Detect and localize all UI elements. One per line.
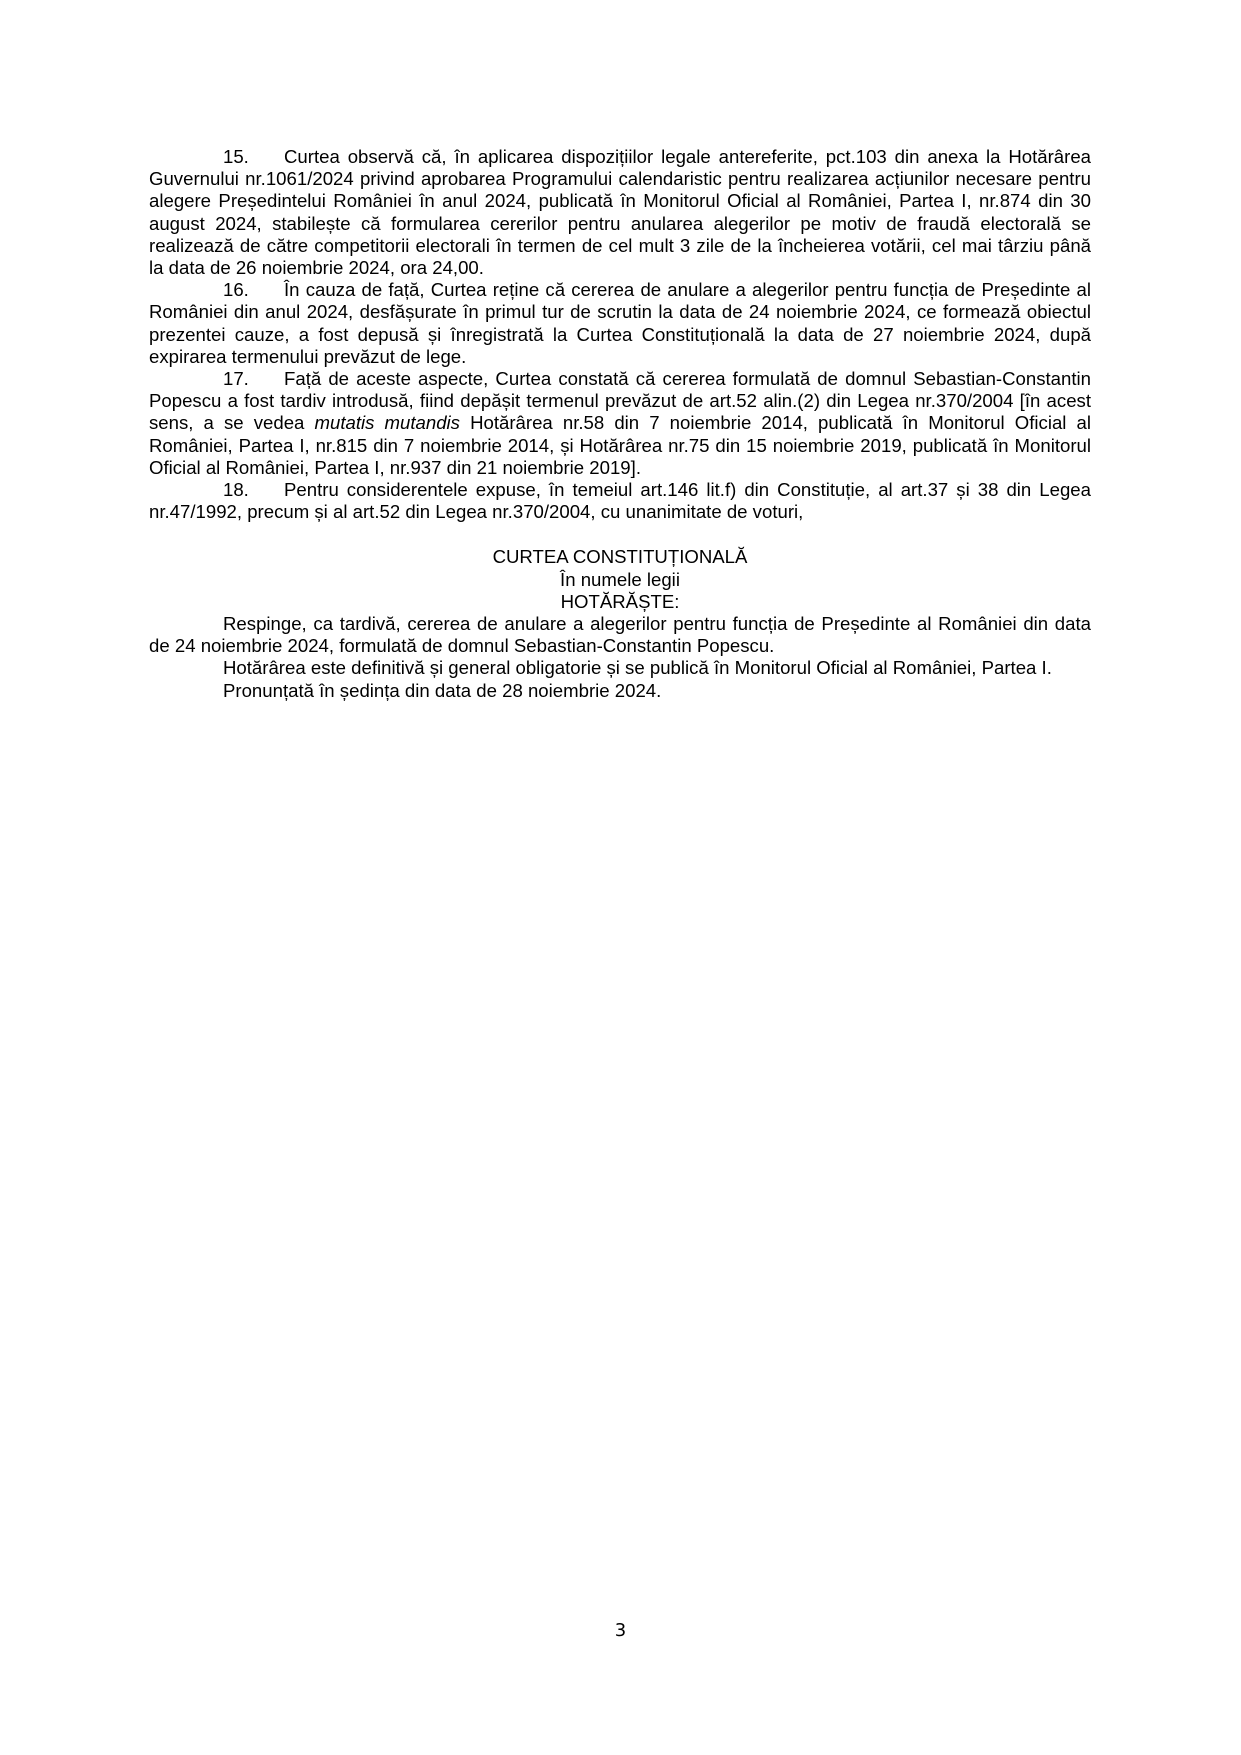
paragraph-16: [149, 279, 1091, 368]
paragraph-18: [149, 479, 1091, 523]
paragraph-text-before: Față de aceste aspecte, Curtea constată că cererea formulată de domnul Sebastian-Constantin Popescu a fost tardiv introdusă, fiind depășit termenul prevăzut de art.52 alin.(2) din Legea nr.370/2004 [în acest sens, a se vedea: [149, 368, 1091, 434]
name-of-law: În numele legii: [560, 568, 680, 590]
decision-pronounced: Pronunțată în ședința din data de 28 noiembrie 2024.: [223, 679, 662, 701]
paragraph-text: Curtea observă că, în aplicarea dispozițiilor legale antereferite, pct.103 din anexa la Hotărârea Guvernului nr.1061/2024 privind aprobarea Programului calendaristic pentru realizarea acțiunilor necesare pentru alegere Președintelui României în anul 2024, publicată în Monitorul Oficial al României, Partea I, nr.874 din 30 august 2024, stabilește că formularea cererilor pentru anularea alegerilor pe motiv de fraudă electorală se realizează de către competitorii electorali în termen de cel mult 3 zile de la încheierea votării, cel mai târziu până la data de 26 noiembrie 2024, ora 24,00.: [149, 146, 1091, 279]
paragraph-text: În cauza de față, Curtea reține că cererea de anulare a alegerilor pentru funcția de Președinte al României din anul 2024, desfășurate în primul tur de scrutin la data de 24 noiembrie 2024, ce formează obiectul prezentei cauze, a fost depusă și înregistrată la Curtea Constituțională la data de 27 noiembrie 2024, după expirarea termenului prevăzut de lege.: [149, 279, 1091, 367]
decision-finality: Hotărârea este definitivă și general obligatorie și se publică în Monitorul Oficial al României, Partea I.: [223, 657, 1052, 679]
paragraph-text: Pentru considerentele expuse, în temeiul art.146 lit.f) din Constituție, al art.37 și 38 din Legea nr.47/1992, precum și al art.52 din Legea nr.370/2004, cu unanimitate de voturi,: [149, 479, 1091, 523]
paragraph-number: 17.: [223, 368, 249, 390]
paragraph-number: 16.: [223, 279, 249, 301]
decision-rejection: Respinge, ca tardivă, cererea de anulare a alegerilor pentru funcția de Președinte al României din data de 24 noiembrie 2024, formulată de domnul Sebastian-Constantin Popescu.: [149, 613, 1091, 657]
page-number: 3: [614, 1620, 627, 1641]
document-page: [149, 146, 1091, 702]
paragraph-17: [149, 368, 1091, 479]
paragraph-15: [149, 146, 1091, 279]
decision-heading: [149, 546, 1091, 613]
paragraph-number: 15.: [223, 146, 249, 167]
decides-heading: HOTĂRĂȘTE:: [560, 590, 680, 612]
court-name: CURTEA CONSTITUȚIONALĂ: [492, 546, 748, 568]
latin-phrase: mutatis mutandis: [314, 412, 460, 434]
paragraph-number: 18.: [223, 479, 249, 501]
paragraph-text-after: Hotărârea nr.58 din 7 noiembrie 2014, publicată în Monitorul Oficial al României, Partea I, nr.815 din 7 noiembrie 2014, și Hotărârea nr.75 din 15 noiembrie 2019, publicată în Monitorul Oficial al României, Partea I, nr.937 din 21 noiembrie 2019].: [149, 412, 1092, 478]
